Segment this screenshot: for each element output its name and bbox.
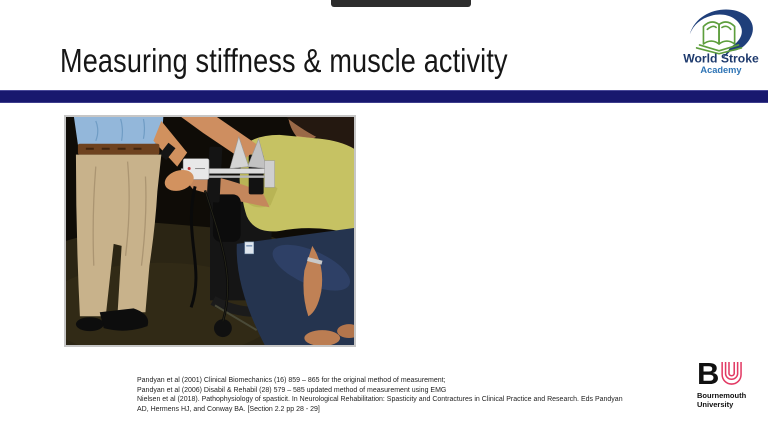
bu-letter-b: B <box>697 356 719 391</box>
wsa-open-book-icon <box>697 22 742 54</box>
bu-striped-u-icon <box>719 362 746 389</box>
reference-line: Pandyan et al (2006) Disabil & Rehabil (28) 579 – 585 updated method of measurement using EMG <box>137 386 447 394</box>
reference-line: AD, Hermens HJ, and Conway BA. [Section 2.2 pp 28 - 29] <box>137 405 320 413</box>
reference-list <box>137 376 697 414</box>
top-center-bar <box>331 0 471 7</box>
wsa-logo-line1: World Stroke <box>683 51 759 66</box>
bu-logo-line1: Bournemouth <box>697 391 747 400</box>
world-stroke-academy-logo <box>682 5 760 79</box>
bu-logo-line2: University <box>697 399 734 409</box>
title-divider-bar <box>0 90 768 103</box>
wsa-logo-line2: Academy <box>700 65 742 76</box>
wsa-logo-graphic <box>682 5 760 77</box>
bournemouth-university-logo <box>697 356 755 422</box>
measurement-photo <box>64 115 356 347</box>
reference-line: Pandyan et al (2001) Clinical Biomechanics (16) 859 – 865 for the original method of measurement; <box>137 377 446 384</box>
page-title: Measuring stiffness & muscle activity <box>60 42 508 79</box>
reference-line: Nielsen et al (2018). Pathophysiology of spasticit. In Neurological Rehabilitation: Spasticity and Contractures in Clinical Practice and Research. Eds Pandyan <box>137 396 623 404</box>
id-badge <box>245 242 254 254</box>
measurement-photo-scene <box>66 117 354 345</box>
